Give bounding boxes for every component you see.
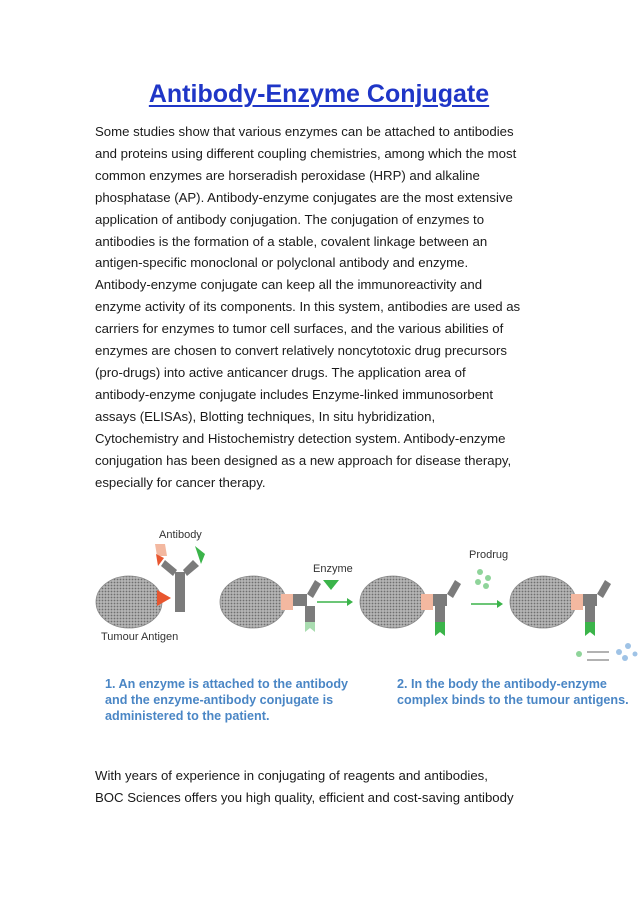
- text-line: antibody-enzyme conjugate includes Enzyme-linked immunosorbent: [95, 386, 494, 402]
- prodrug-dot: [475, 579, 481, 585]
- prodrug-dot: [485, 575, 491, 581]
- text-line: enzymes are chosen to convert relatively noncytotoxic drug precursors: [95, 343, 507, 359]
- prodrug-dot: [477, 569, 483, 575]
- text-line: application of antibody conjugation. The conjugation of enzymes to: [95, 211, 485, 227]
- tumour-cell: [220, 576, 286, 628]
- conjugate-diagram: [95, 518, 638, 733]
- page-title: Antibody-Enzyme Conjugate: [148, 80, 490, 108]
- bound-conjugate: [421, 580, 461, 636]
- svg-text:1. An enzyme is attached to th: 1. An enzyme is attached to the antibody: [105, 677, 349, 691]
- bound-antibody: [281, 580, 321, 632]
- enzyme-label: Enzyme: [313, 563, 353, 575]
- text-line: especially for cancer therapy.: [95, 474, 266, 490]
- text-line: and proteins using different coupling chemistries, among which the most: [95, 145, 517, 161]
- text-line: (pro-drugs) into active anticancer drugs. The application area of: [95, 364, 466, 380]
- drug-dot: [622, 655, 628, 661]
- text-line: Cytochemistry and Histochemistry detection system. Antibody-enzyme: [95, 430, 506, 446]
- text-line: With years of experience in conjugating of reagents and antibodies,: [95, 768, 488, 783]
- text-line: conjugation has been designed as a new approach for disease therapy,: [95, 452, 512, 468]
- text-line: phosphatase (AP). Antibody-enzyme conjugates are the most extensive: [95, 189, 513, 205]
- closing-paragraph: [95, 765, 555, 809]
- text-line: carriers for enzymes to tumor cell surfaces, and the various abilities of: [95, 321, 504, 337]
- tumour-antigen-label: Tumour Antigen: [101, 631, 179, 643]
- tumour-cell: [510, 576, 576, 628]
- enzyme-icon: [323, 580, 339, 590]
- caption-step-1: [105, 677, 348, 723]
- antibody-label: Antibody: [159, 529, 202, 541]
- text-line: assays (ELISAs), Blotting techniques, In situ hybridization,: [95, 408, 436, 424]
- text-line: antibodies is the formation of a stable, covalent linkage between an: [95, 233, 488, 249]
- svg-text:administered to the patient.: administered to the patient.: [105, 709, 270, 723]
- text-line: Some studies show that various enzymes can be attached to antibodies: [95, 124, 514, 139]
- prodrug-dot: [483, 583, 489, 589]
- tumour-cell: [96, 576, 162, 628]
- text-line: common enzymes are horseradish peroxidase (HRP) and alkaline: [95, 167, 480, 183]
- tumour-cell: [360, 576, 426, 628]
- tumour-antigen: [157, 590, 171, 606]
- svg-text:2. In the body the antibody-en: 2. In the body the antibody-enzyme: [397, 677, 607, 691]
- text-line: antigen-specific monoclonal or polyclonal antibody and enzyme.: [95, 255, 469, 271]
- drug-dot: [616, 649, 622, 655]
- prodrug-dot: [576, 651, 582, 657]
- prodrug-label: Prodrug: [469, 549, 509, 561]
- intro-paragraph: [95, 121, 555, 493]
- caption-step-2: [397, 677, 629, 707]
- text-line: BOC Sciences offers you high quality, efficient and cost-saving antibody: [95, 789, 514, 805]
- bound-conjugate: [571, 580, 611, 636]
- text-line: enzyme activity of its components. In this system, antibodies are used as: [95, 299, 521, 315]
- svg-text:complex binds to the tumour an: complex binds to the tumour antigens.: [397, 693, 629, 707]
- text-line: Antibody-enzyme conjugate can keep all the immunoreactivity and: [95, 277, 483, 293]
- drug-dot: [633, 652, 638, 657]
- drug-dot: [625, 643, 631, 649]
- svg-text:and the enzyme-antibody conjug: and the enzyme-antibody conjugate is: [105, 693, 334, 707]
